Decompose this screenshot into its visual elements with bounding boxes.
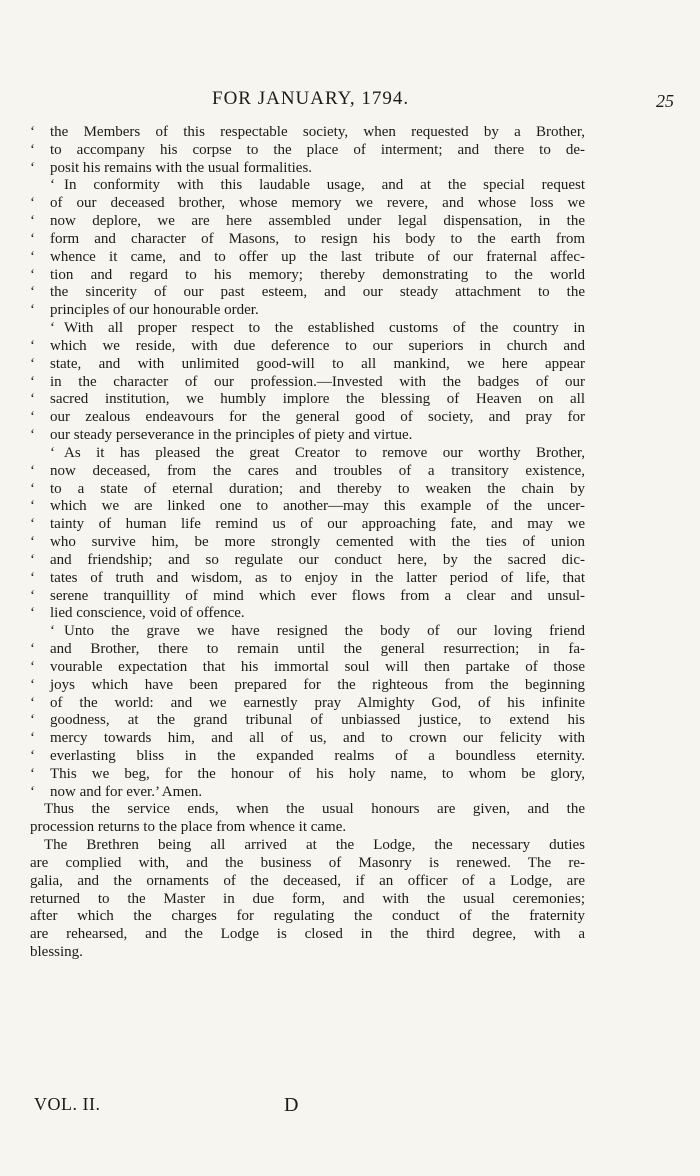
quote-mark: ‘ [30,765,35,782]
line-text: goodness, at the grand tribunal of unbiassed justice, to extend his [50,712,585,729]
line-text: blessing. [30,944,83,961]
quote-mark: ‘ [30,391,35,408]
line-text: Unto the grave we have resigned the body of our loving friend [64,623,585,640]
line-text: the sincerity of our past esteem, and our steady attachment to the [50,284,585,301]
text-line [30,552,585,570]
text-line [30,356,585,374]
quote-mark: ‘ [50,444,55,461]
line-text: which we reside, with due deference to our superiors in church and [50,337,585,354]
text-line [30,463,585,481]
running-head-title: FOR JANUARY, 1794. [212,88,410,109]
text-line [30,766,585,784]
quote-mark: ‘ [30,213,35,230]
quote-mark: ‘ [30,516,35,533]
quote-mark: ‘ [50,177,55,194]
page-footer [0,1094,700,1124]
line-text: to a state of eternal duration; and thereby to weaken the chain by [50,480,585,497]
text-line [30,873,585,891]
text-line [30,623,585,641]
quote-mark: ‘ [30,284,35,301]
line-text: our zealous endeavours for the general good of society, and pray for [50,409,585,426]
quote-mark: ‘ [30,480,35,497]
line-text: tion and regard to his memory; thereby demonstrating to the world [50,266,585,283]
text-line [30,641,585,659]
quote-mark: ‘ [30,658,35,675]
quote-mark: ‘ [30,587,35,604]
text-line [30,801,585,819]
text-line [30,784,585,802]
line-text: now deplore, we are here assembled under legal dispensation, in the [50,213,585,230]
quote-mark: ‘ [30,124,35,140]
text-line [30,249,585,267]
line-text: in the character of our profession.—Invested with the badges of our [50,373,585,390]
text-line [30,908,585,926]
quote-mark: ‘ [30,747,35,764]
signature-mark: D [284,1094,299,1116]
quote-mark: ‘ [30,694,35,711]
text-line [30,588,585,606]
text-line [30,712,585,730]
line-text: tainty of human life remind us of our approaching fate, and may we [50,516,585,533]
text-line [30,445,585,463]
quote-mark: ‘ [30,783,35,800]
text-line [30,177,585,195]
text-line [30,338,585,356]
quote-mark: ‘ [30,266,35,283]
text-line [30,320,585,338]
line-text: lied conscience, void of offence. [50,605,245,622]
text-line [30,837,585,855]
line-text: of the world: and we earnestly pray Almighty God, of his infinite [50,694,585,711]
line-text: galia, and the ornaments of the deceased, if an officer of a Lodge, are [30,872,585,889]
line-text: returned to the Master in due form, and with the usual ceremonies; [30,890,585,907]
line-text: to accompany his corpse to the place of interment; and there to de- [50,141,585,158]
text-line [30,855,585,873]
quote-mark: ‘ [30,337,35,354]
line-text: our steady perseverance in the principles of piety and virtue. [50,427,413,444]
line-text: after which the charges for regulating the conduct of the fraternity [30,908,585,925]
quote-mark: ‘ [50,320,55,337]
text-line [30,195,585,213]
text-line [30,605,585,623]
text-line [30,695,585,713]
text-line [30,570,585,588]
text-line [30,926,585,944]
quote-mark: ‘ [30,248,35,265]
line-text: Thus the service ends, when the usual honours are given, and the [44,801,585,818]
line-text: In conformity with this laudable usage, and at the special request [64,177,585,194]
line-text: This we beg, for the honour of his holy name, to whom be glory, [50,765,585,782]
line-text: now and for ever.’ Amen. [50,783,203,800]
quote-mark: ‘ [30,302,35,319]
quote-mark: ‘ [30,569,35,586]
body-text [30,124,585,962]
line-text: serene tranquillity of mind which ever flows from a clear and unsul- [50,587,585,604]
quote-mark: ‘ [30,605,35,622]
line-text: posit his remains with the usual formalities. [50,159,313,176]
line-text: procession returns to the place from whence it came. [30,819,347,836]
text-line [30,231,585,249]
line-text: state, and with unlimited good-will to all mankind, we here appear [50,355,585,372]
line-text: vourable expectation that his immortal soul will then partake of those [50,658,585,675]
quote-mark: ‘ [30,641,35,658]
quote-mark: ‘ [30,730,35,747]
line-text: are complied with, and the business of Masonry is renewed. The re- [30,854,585,871]
quote-mark: ‘ [30,462,35,479]
text-line [30,124,585,142]
text-line [30,427,585,445]
line-text: sacred institution, we humbly implore the blessing of Heaven on all [50,391,585,408]
quote-mark: ‘ [30,141,35,158]
quote-mark: ‘ [30,427,35,444]
text-line [30,284,585,302]
text-line [30,302,585,320]
quote-mark: ‘ [30,498,35,515]
text-line [30,374,585,392]
text-line [30,659,585,677]
quote-mark: ‘ [30,551,35,568]
quote-mark: ‘ [30,230,35,247]
text-line [30,481,585,499]
text-line [30,730,585,748]
text-line [30,516,585,534]
quote-mark: ‘ [50,623,55,640]
quote-mark: ‘ [30,534,35,551]
text-line [30,891,585,909]
text-line [30,748,585,766]
text-line [30,944,585,962]
line-text: which we are linked one to another—may this example of the uncer- [50,498,585,515]
text-line [30,534,585,552]
line-text: As it has pleased the great Creator to remove our worthy Brother, [64,444,585,461]
line-text: whence it came, and to offer up the last tribute of our fraternal affec- [50,248,585,265]
quote-mark: ‘ [30,159,35,176]
line-text: joys which have been prepared for the righteous from the beginning [50,676,585,693]
line-text: principles of our honourable order. [50,302,259,319]
line-text: of our deceased brother, whose memory we revere, and whose loss we [50,195,585,212]
text-line [30,819,585,837]
quote-mark: ‘ [30,409,35,426]
quote-mark: ‘ [30,676,35,693]
page-number: 25 [656,91,674,111]
text-line [30,498,585,516]
text-line [30,267,585,285]
running-head [0,88,700,118]
line-text: The Brethren being all arrived at the Lodge, the necessary duties [44,837,585,854]
line-text: are rehearsed, and the Lodge is closed in the third degree, with a [30,926,585,943]
quote-mark: ‘ [30,712,35,729]
text-line [30,142,585,160]
line-text: and friendship; and so regulate our conduct here, by the sacred dic- [50,551,585,568]
line-text: With all proper respect to the established customs of the country in [64,320,585,337]
quote-mark: ‘ [30,355,35,372]
line-text: everlasting bliss in the expanded realms of a boundless eternity. [50,747,585,764]
line-text: tates of truth and wisdom, as to enjoy in the latter period of life, that [50,569,585,586]
quote-mark: ‘ [30,373,35,390]
line-text: now deceased, from the cares and troubles of a transitory existence, [50,462,585,479]
text-line [30,160,585,178]
line-text: who survive him, be more strongly cemented with the ties of union [50,534,585,551]
text-line [30,677,585,695]
text-line [30,391,585,409]
line-text: mercy towards him, and all of us, and to crown our felicity with [50,730,585,747]
line-text: and Brother, there to remain until the general resurrection; in fa- [50,641,585,658]
line-text: form and character of Masons, to resign his body to the earth from [50,230,585,247]
quote-mark: ‘ [30,195,35,212]
volume-label: VOL. II. [34,1094,101,1114]
line-text: the Members of this respectable society, when requested by a Brother, [50,124,585,140]
text-line [30,213,585,231]
text-line [30,409,585,427]
